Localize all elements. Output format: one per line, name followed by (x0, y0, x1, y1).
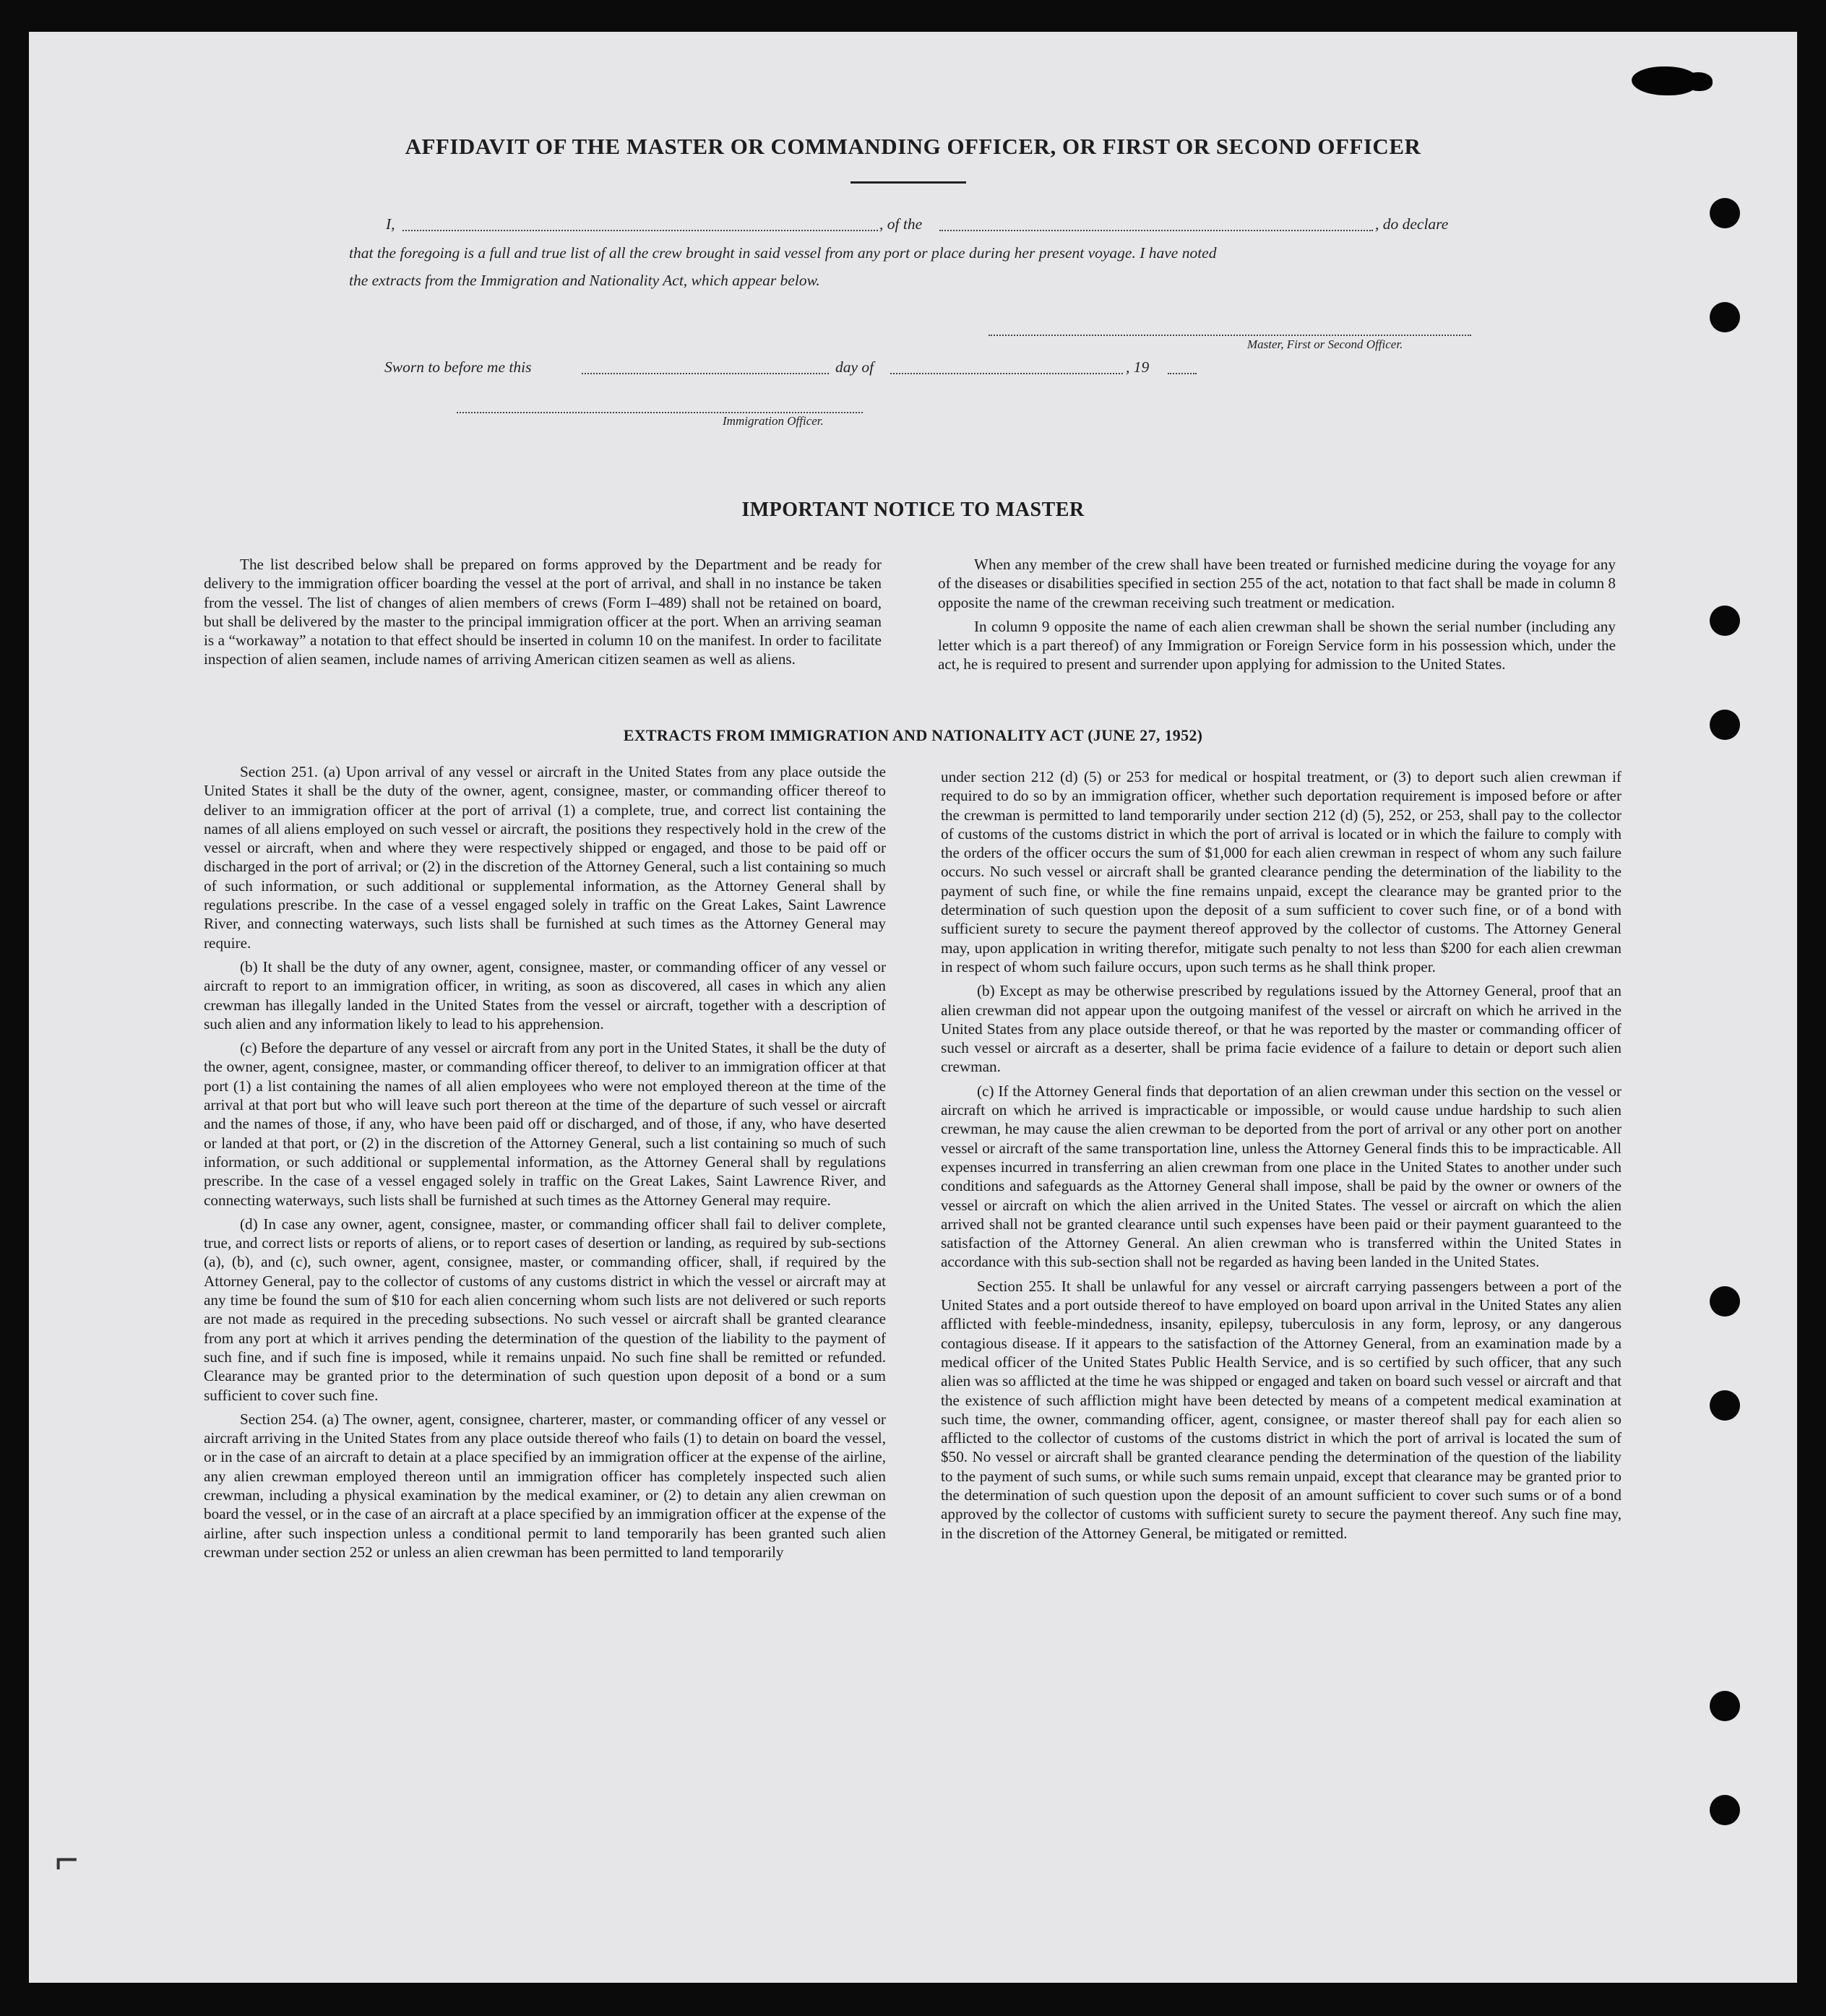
day-of-label: day of (835, 358, 874, 376)
punch-hole (1710, 1286, 1740, 1317)
name-blank[interactable] (402, 230, 878, 231)
extracts-left-column (204, 762, 886, 1567)
notice-paragraph: The list described below shall be prepared on forms approved by the Department and be ready for delivery to the immigration officer boarding the vessel at the port of arrival, and shall in no instance be taken from the vessel. The list of changes of alien members of crews (Form I–489) shall not be retained on board, but shall be delivered by the master to the principal immigration officer at the port. When an arriving seaman is a “workaway” a notation to that effect should be inserted in column 10 on the manifest. In order to facilitate inspection of alien seamen, include names of arriving American citizen seamen as well as aliens. (204, 556, 882, 668)
notice-title: IMPORTANT NOTICE TO MASTER (741, 499, 1085, 521)
section-paragraph: (c) Before the departure of any vessel or aircraft from any port in the United States, it shall be the duty of the owner, agent, consignee, master, or commanding officer thereof, to deliver to an immigration officer at that port (1) a list containing the names of all alien employees who were not employed thereon at the time of the arrival at that port but who will leave such port thereon at the time of the departure of such vessel or aircraft and the names of those, if any, who have been paid off or discharged, and of those, if any, who have deserted or landed at that port, or (2) in the discretion of the Attorney General, such a list containing so much of such information, or such additional or supplemental information, as the Attorney General shall by regulations prescribe. In the case of a vessel engaged solely in traffic on the Great Lakes, Saint Lawrence River, and connecting waterways, such lists shall be furnished at such times as the Attorney General may require. (204, 1039, 886, 1209)
notice-left-column (204, 555, 882, 674)
punch-hole (1710, 302, 1740, 332)
sworn-label: Sworn to before me this (384, 358, 532, 376)
ink-blot (1684, 72, 1713, 91)
section-paragraph: under section 212 (d) (5) or 253 for medical or hospital treatment, or (3) to deport such alien crewman if required to do so by an immigration officer, whether such deportation requirement is imposed before or after the crewman is permitted to land temporarily under section 212 (d) (5), 252, or 253, shall pay to the collector of customs of the customs district in which the port of arrival is located or in which the failure to comply with the orders of the officer occurs the sum of $1,000 for each alien crewman in respect of whom any such failure occurs. No such vessel or aircraft shall be granted clearance pending the determination of the liability to the payment of such fine, or while the fine remains unpaid, except the clearance may be granted prior to the determination of such question upon the deposit of a sum sufficient to cover such fine, or of a bond with sufficient surety to secure the payment thereof approved by the collector of customs. The Attorney General may, upon application in writing therefor, mitigate such penalty to not less than $200 for each alien crewman in respect of whom such failure occurs, upon such terms as he shall think proper. (941, 768, 1622, 975)
sworn-day-blank[interactable] (582, 373, 829, 374)
year-label: , 19 (1126, 358, 1150, 376)
declaration-line-2: the extracts from the Immigration and Nationality Act, which appear below. (349, 272, 820, 289)
officer-signature-label: Immigration Officer. (723, 414, 824, 428)
title-divider (850, 181, 966, 184)
affidavit-title: AFFIDAVIT OF THE MASTER OR COMMANDING OFFICER, OR FIRST OR SECOND OFFICER (405, 134, 1421, 159)
of-the-label: , of the (879, 215, 923, 233)
punch-hole (1710, 1691, 1740, 1721)
section-paragraph: (b) It shall be the duty of any owner, agent, consignee, master, or commanding officer of any vessel or aircraft to report to an immigration officer, in writing, as soon as discovered, all cases in which any alien crewman has illegally landed in the United States from the vessel or aircraft, together with a description of such alien and any information likely to lead to his apprehension. (204, 957, 886, 1033)
i-label: I, (386, 215, 395, 233)
punch-hole (1710, 1390, 1740, 1421)
notice-right-column (938, 555, 1616, 679)
section-paragraph: (b) Except as may be otherwise prescribed by regulations issued by the Attorney General, proof that an alien crewman did not appear upon the outgoing manifest of the vessel or aircraft on which he arrived in the United States from any place outside thereof, or that he was reported by the master or commanding officer of such vessel or aircraft as a deserter, shall be prima facie evidence of a failure to detain or deport such alien crewman. (941, 982, 1622, 1076)
section-paragraph: Section 254. (a) The owner, agent, consignee, charterer, master, or commanding officer of any vessel or aircraft arriving in the United States from any place outside thereof who fails (1) to detain on board the vessel, or in the case of an aircraft to detain at a place specified by an immigration officer at the expense of the airline, any alien crewman employed thereon until an immigration officer has completely inspected such alien crewman, including a physical examination by the medical examiner, or (2) to detain any alien crewman on board the vessel, or in the case of an aircraft at a place specified by an immigration officer at the expense of the airline, after such inspection unless a conditional permit to land temporarily has been granted such alien crewman under section 252 or unless an alien crewman has been permitted to land temporarily (204, 1410, 886, 1561)
punch-hole (1710, 198, 1740, 228)
notice-paragraph: When any member of the crew shall have been treated or furnished medicine during the voyage for any of the diseases or disabilities specified in section 255 of the act, notation to that fact shall be made in column 8 opposite the name of the crewman receiving such treatment or medication. (938, 556, 1616, 611)
section-paragraph: (c) If the Attorney General finds that deportation of an alien crewman under this section on the vessel or aircraft on which he arrived is impracticable or impossible, or would cause undue hardship to such alien crewman, he may cause the alien crewman to be deported from the port of arrival or any other port on another vessel or aircraft of the same transportation line, unless the Attorney General finds this to be impracticable. All expenses incurred in transferring an alien crewman from one place in the United States to another under such conditions and safeguards as the Attorney General shall impose, shall be paid by the owner or owners of the vessel or aircraft on which the alien arrived in the United States. The vessel or aircraft on which the alien arrived shall not be granted clearance until such expenses have been paid or their payment guaranteed to the satisfaction of the Attorney General. An alien crewman who is transferred within the United States in accordance with this sub-section shall not be regarded as having been landed in the United States. (941, 1082, 1622, 1271)
declaration-line-1: that the foregoing is a full and true list of all the crew brought in said vessel from any port or place during her present voyage. I have noted (349, 244, 1217, 262)
punch-hole (1710, 1795, 1740, 1825)
notice-paragraph: In column 9 opposite the name of each alien crewman shall be shown the serial number (including any letter which is a part thereof) of any Immigration or Foreign Service form in his possession which, under the act, he is required to present and surrender upon applying for admission to the United States. (938, 617, 1616, 673)
punch-hole (1710, 710, 1740, 740)
master-signature-line[interactable] (989, 335, 1471, 336)
year-blank[interactable] (1168, 373, 1197, 374)
do-declare-label: , do declare (1375, 215, 1449, 233)
section-paragraph: Section 251. (a) Upon arrival of any vessel or aircraft in the United States from any place outside the United States it shall be the duty of the owner, agent, consignee, master, or commanding officer thereof to deliver to an immigration officer at the port of arrival (1) a complete, true, and correct list containing the names of all aliens employed on such vessel or aircraft, the positions they respectively hold in the crew of the vessel or aircraft, when and where they were respectively shipped or engaged, and those to be paid off or discharged in the port of arrival; or (2) in the discretion of the Attorney General, such a list containing so much of such information, or such additional or supplemental information, as the Attorney General shall by regulations prescribe. In the case of a vessel engaged solely in traffic on the Great Lakes, Saint Lawrence River, and connecting waterways, such lists shall be furnished at such times as the Attorney General may require. (204, 763, 886, 952)
pencil-mark: ⌐ (55, 1836, 79, 1882)
section-paragraph: (d) In case any owner, agent, consignee, master, or commanding officer shall fail to deliver complete, true, and correct lists or reports of aliens, or to report cases of desertion or landing, as required by sub-sections (a), (b), and (c), such owner, agent, consignee, master, or commanding officer, shall, if required by the Attorney General, pay to the collector of customs of any customs district in which the vessel or aircraft may at any time be found the sum of $10 for each alien concerning whom such lists are not delivered or such reports are not made as required in the preceding subsections. No such vessel or aircraft shall be granted clearance from any port at which it arrives pending the determination of the question of the liability to the payment of such fine, and if such fine is imposed, while it remains unpaid. No such fine shall be remitted or refunded. Clearance may be granted prior to the determination of such question upon deposit of a bond or a sum sufficient to cover such fine. (204, 1215, 886, 1404)
officer-signature-line[interactable] (457, 412, 863, 413)
punch-hole (1710, 606, 1740, 636)
extracts-right-column (941, 767, 1622, 1548)
section-paragraph: Section 255. It shall be unlawful for any vessel or aircraft carrying passengers between a port of the United States and a port outside thereof to have employed on board upon arrival in the United States any alien afflicted with feeble-mindedness, insanity, epilepsy, tuberculosis in any form, leprosy, or any dangerous contagious disease. If it appears to the satisfaction of the Attorney General, from an examination made by a medical officer of the United States Public Health Service, and is so certified by such officer, that any such alien was so afflicted at the time he was shipped or engaged and taken on board such vessel or aircraft and that the existence of such affliction might have been detected by means of a competent medical examination at such time, the owner, commanding officer, agent, consignee, or master thereof shall pay for each alien so afflicted to the collector of customs of the customs district in which the port of arrival is located the sum of $50. No vessel or aircraft shall be granted clearance pending the determination of the question of the liability to the payment of such sums, or while such sums remain unpaid, except that clearance may be granted prior to the determination of such question upon the deposit of an amount sufficient to cover such sums or of a bond approved by the collector of customs with sufficient surety to secure the payment thereof. Any such fine may, in the discretion of the Attorney General, be mitigated or remitted. (941, 1277, 1622, 1542)
master-signature-label: Master, First or Second Officer. (1247, 337, 1403, 351)
sworn-month-blank[interactable] (890, 373, 1123, 374)
vessel-blank[interactable] (939, 230, 1373, 231)
extracts-title: EXTRACTS FROM IMMIGRATION AND NATIONALITY ACT (JUNE 27, 1952) (623, 726, 1203, 744)
